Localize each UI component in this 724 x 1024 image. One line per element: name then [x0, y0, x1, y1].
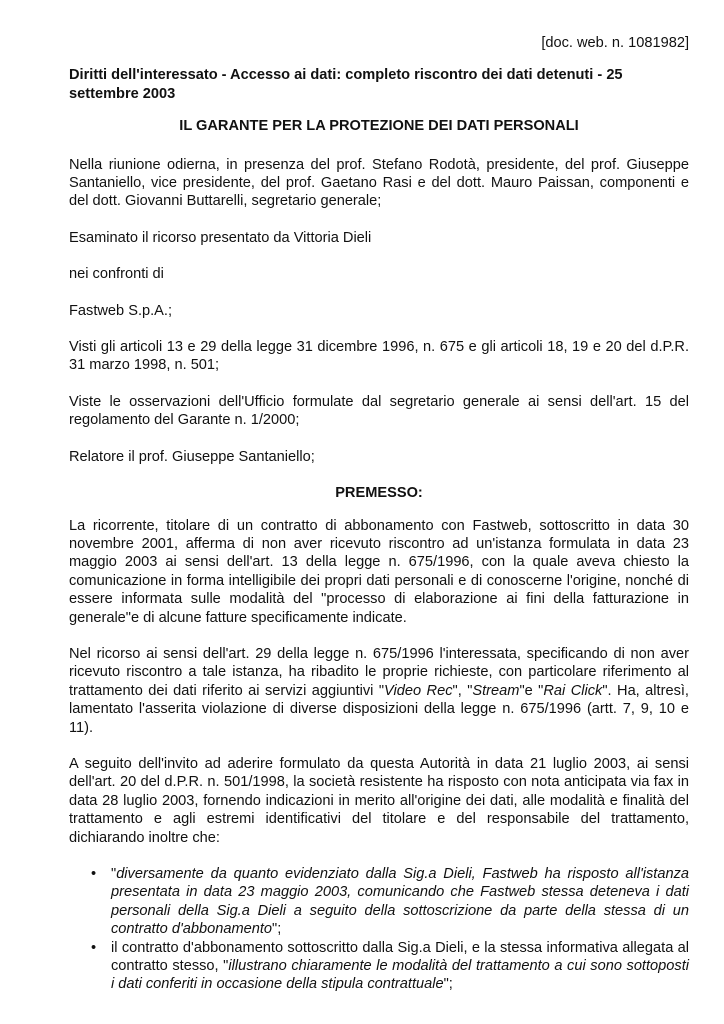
bullet-lead: il contratto d'abbonamento sottoscritto dalla Sig.a Dieli, e la stessa informativa allegata al contratto stesso, " [111, 939, 689, 975]
list-item [69, 865, 689, 939]
list-item [69, 939, 689, 994]
paragraph-resistente: Fastweb S.p.A.; [69, 302, 173, 319]
document-reference: [doc. web. n. 1081982] [541, 35, 689, 51]
document-title: Diritti dell'interessato - Accesso ai dati: completo riscontro dei dati detenuti - 25 settembre 2003 [69, 67, 623, 102]
bullet-quote: diversamente da quanto evidenziato dalla Sig.a Dieli, Fastweb ha risposto all'istanza presentata in data 23 maggio 2003, comunicando che Fastweb stessa deteneva i dati personali della Sig.a Dieli a seguito della sottoscrizione da parte della stessa di un contratto d'abbonamento [111, 866, 689, 938]
paragraph-seguito: A seguito dell'invito ad aderire formulato da questa Autorità in data 21 luglio 2003, ai sensi dell'art. 20 del d.P.R. n. 501/1998, la società resistente ha risposto con nota anticipata via fax in data 28 luglio 2003, fornendo indicazioni in merito all'origine dei dati, alle modalità e finalità del trattamento e agli estremi identificativi del titolare e del responsabile del trattamento, dichiarando inoltre che: [69, 755, 689, 846]
declarations-list [69, 865, 689, 994]
paragraph-relatore: Relatore il prof. Giuseppe Santaniello; [69, 448, 315, 465]
ricorso-separator-2: "e " [519, 682, 544, 699]
paragraph-viste: Viste le osservazioni dell'Ufficio formulate dal segretario generale ai sensi dell'art. 15 del regolamento del Garante n. 1/2000; [69, 393, 689, 429]
premesso-heading: PREMESSO: [335, 485, 423, 502]
paragraph-ricorrente: La ricorrente, titolare di un contratto di abbonamento con Fastweb, sottoscritto in data 30 novembre 2001, afferma di non aver ricevuto riscontro ad un'istanza formulata in data 23 maggio 2003 ai sensi dell'art. 13 della legge n. 675/1996, con la quale aveva chiesto la comunicazione in forma intelligibile dei propri dati personali e di conoscerne l'origine, nonché di essere informata sulle modalità del "processo di elaborazione ai fini della fatturazione in generale"e di alcune fatture specificamente indicate. [69, 517, 689, 626]
bullet-lead: " [111, 866, 117, 882]
bullet-icon: • [91, 939, 97, 956]
authority-heading: IL GARANTE PER LA PROTEZIONE DEI DATI PERSONALI [179, 118, 579, 135]
service-video-rec: Video Rec [384, 682, 453, 699]
paragraph-confronti: nei confronti di [69, 266, 164, 283]
ricorso-separator-1: ", " [452, 682, 473, 699]
ricorso-text-start: Nel ricorso ai sensi dell'art. 29 della legge n. 675/1996 l'interessata, specificando di non aver ricevuto riscontro a tale istanza, ha ribadito le proprie richieste, con particolare riferimento al trattamento dei dati riferito ai servizi aggiuntivi " [69, 645, 689, 699]
paragraph-visti: Visti gli articoli 13 e 29 della legge 31 dicembre 1996, n. 675 e gli articoli 18, 19 e 20 del d.P.R. 31 marzo 1998, n. 501; [69, 339, 689, 374]
paragraph-ricorso [69, 645, 689, 737]
bullet-quote: illustrano chiaramente le modalità del trattamento a cui sono sottoposti i dati conferiti in occasione della stipula contrattuale [111, 958, 689, 993]
paragraph-esaminato: Esaminato il ricorso presentato da Vittoria Dieli [69, 229, 372, 246]
bullet-tail: "; [272, 921, 282, 938]
ricorso-text-end: ". Ha, altresì, lamentato l'asserita violazione di diverse disposizioni della legge n. 675/1996 (artt. 7, 9, 10 e 11). [69, 682, 689, 736]
paragraph-riunione: Nella riunione odierna, in presenza del prof. Stefano Rodotà, presidente, del prof. Giuseppe Santaniello, vice presidente, del prof. Gaetano Rasi e del dott. Mauro Paissan, componenti e del dott. Giovanni Buttarelli, segretario generale; [69, 156, 689, 210]
bullet-tail: "; [443, 976, 453, 993]
bullet-icon: • [91, 866, 97, 882]
service-stream: Stream [472, 682, 520, 699]
service-rai-click: Rai Click [543, 682, 603, 699]
